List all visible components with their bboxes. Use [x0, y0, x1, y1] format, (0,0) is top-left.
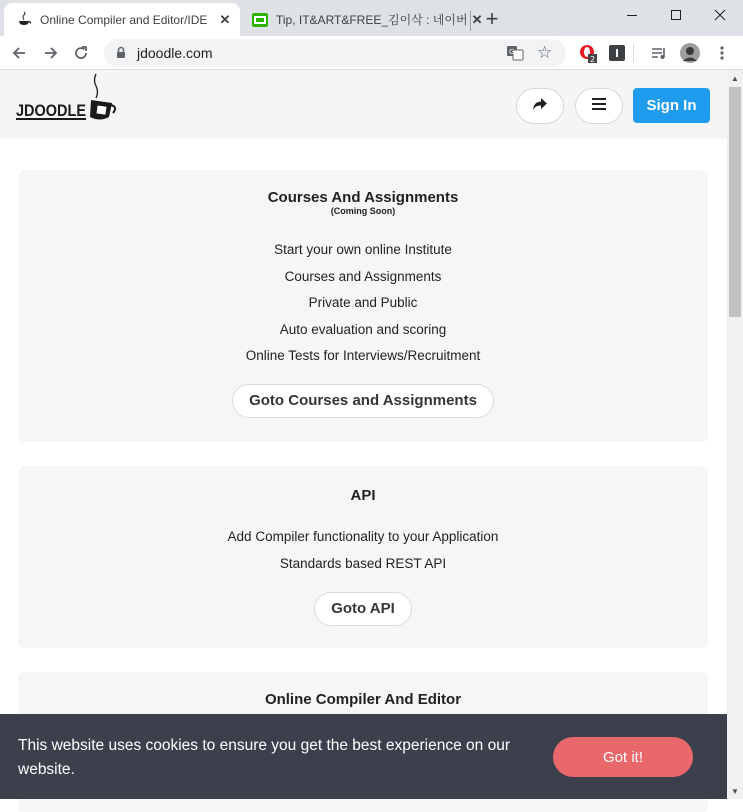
address-bar[interactable]: [104, 39, 566, 67]
back-icon[interactable]: [6, 40, 32, 66]
toolbar-divider: [633, 44, 634, 62]
list-item: Add Compiler functionality to your Application: [227, 529, 499, 544]
list-item: Auto evaluation and scoring: [279, 321, 447, 337]
list-item: Standards based REST API: [279, 555, 447, 571]
scroll-down-icon[interactable]: ▼: [731, 786, 739, 796]
cookie-message: This website uses cookies to ensure you get the best experience on our website.: [18, 737, 510, 778]
courses-card: [18, 170, 708, 442]
site-header: [0, 70, 727, 139]
cookie-banner: [0, 714, 727, 799]
tab-jdoodle[interactable]: [4, 3, 240, 36]
cookie-accept-button[interactable]: Got it!: [553, 737, 693, 777]
url-text[interactable]: jdoodle.com: [137, 45, 213, 61]
feature-list: [18, 237, 708, 370]
tab-title: Online Compiler and Editor/IDE: [40, 12, 208, 27]
list-item: Private and Public: [308, 295, 418, 310]
card-title: Online Compiler And Editor: [264, 691, 462, 708]
browser-menu-icon[interactable]: [712, 43, 732, 63]
extension-badge: 2: [590, 55, 596, 64]
opera-extension-icon[interactable]: [578, 43, 598, 63]
forward-icon[interactable]: [38, 40, 64, 66]
menu-button[interactable]: [575, 88, 623, 124]
scroll-up-icon[interactable]: ▲: [731, 73, 739, 83]
maximize-icon[interactable]: [653, 0, 699, 30]
bookmark-star-icon[interactable]: ☆: [537, 43, 553, 62]
tab-strip: [0, 0, 743, 36]
svg-text:G: G: [509, 48, 515, 56]
jdoodle-cup-icon: [16, 12, 32, 28]
list-item: Start your own online Institute: [274, 242, 452, 257]
lock-icon[interactable]: [116, 46, 126, 64]
extension-info-icon[interactable]: [607, 43, 627, 63]
media-queue-icon[interactable]: [649, 43, 669, 63]
translate-icon[interactable]: [506, 44, 524, 67]
list-item: Courses and Assignments: [284, 268, 442, 284]
close-icon[interactable]: ✕: [219, 11, 231, 27]
logo-text: JDOODLE: [16, 101, 86, 120]
minimize-icon[interactable]: [609, 0, 655, 30]
scrollbar-thumb[interactable]: [729, 87, 741, 317]
tab-divider: [470, 11, 471, 31]
new-tab-button[interactable]: +: [485, 6, 499, 31]
page-viewport: [0, 70, 727, 799]
hamburger-icon: [592, 97, 606, 115]
card-title: API: [350, 487, 376, 504]
goto-courses-button[interactable]: Goto Courses and Assignments: [232, 384, 494, 418]
tab-naver-blog[interactable]: [240, 3, 483, 36]
browser-toolbar: [0, 36, 743, 70]
jdoodle-logo[interactable]: [16, 72, 116, 132]
close-icon[interactable]: ✕: [471, 11, 483, 27]
reload-icon[interactable]: [68, 40, 94, 66]
tab-title: Tip, IT&ART&FREE_김이삭 : 네이버: [276, 13, 468, 27]
feature-list: [18, 524, 708, 577]
coming-soon-label: (Coming Soon): [330, 206, 396, 216]
goto-api-button[interactable]: Goto API: [314, 592, 412, 626]
share-button[interactable]: [516, 88, 564, 124]
card-title: Courses And Assignments: [267, 189, 459, 206]
window-close-icon[interactable]: [697, 0, 743, 30]
page-scrollbar[interactable]: [727, 70, 743, 799]
list-item: Online Tests for Interviews/Recruitment: [245, 348, 481, 363]
naver-blog-icon: [252, 12, 268, 28]
share-icon: [532, 97, 548, 116]
sign-in-button[interactable]: Sign In: [633, 88, 710, 123]
profile-avatar[interactable]: [680, 43, 700, 63]
api-card: [18, 466, 708, 648]
